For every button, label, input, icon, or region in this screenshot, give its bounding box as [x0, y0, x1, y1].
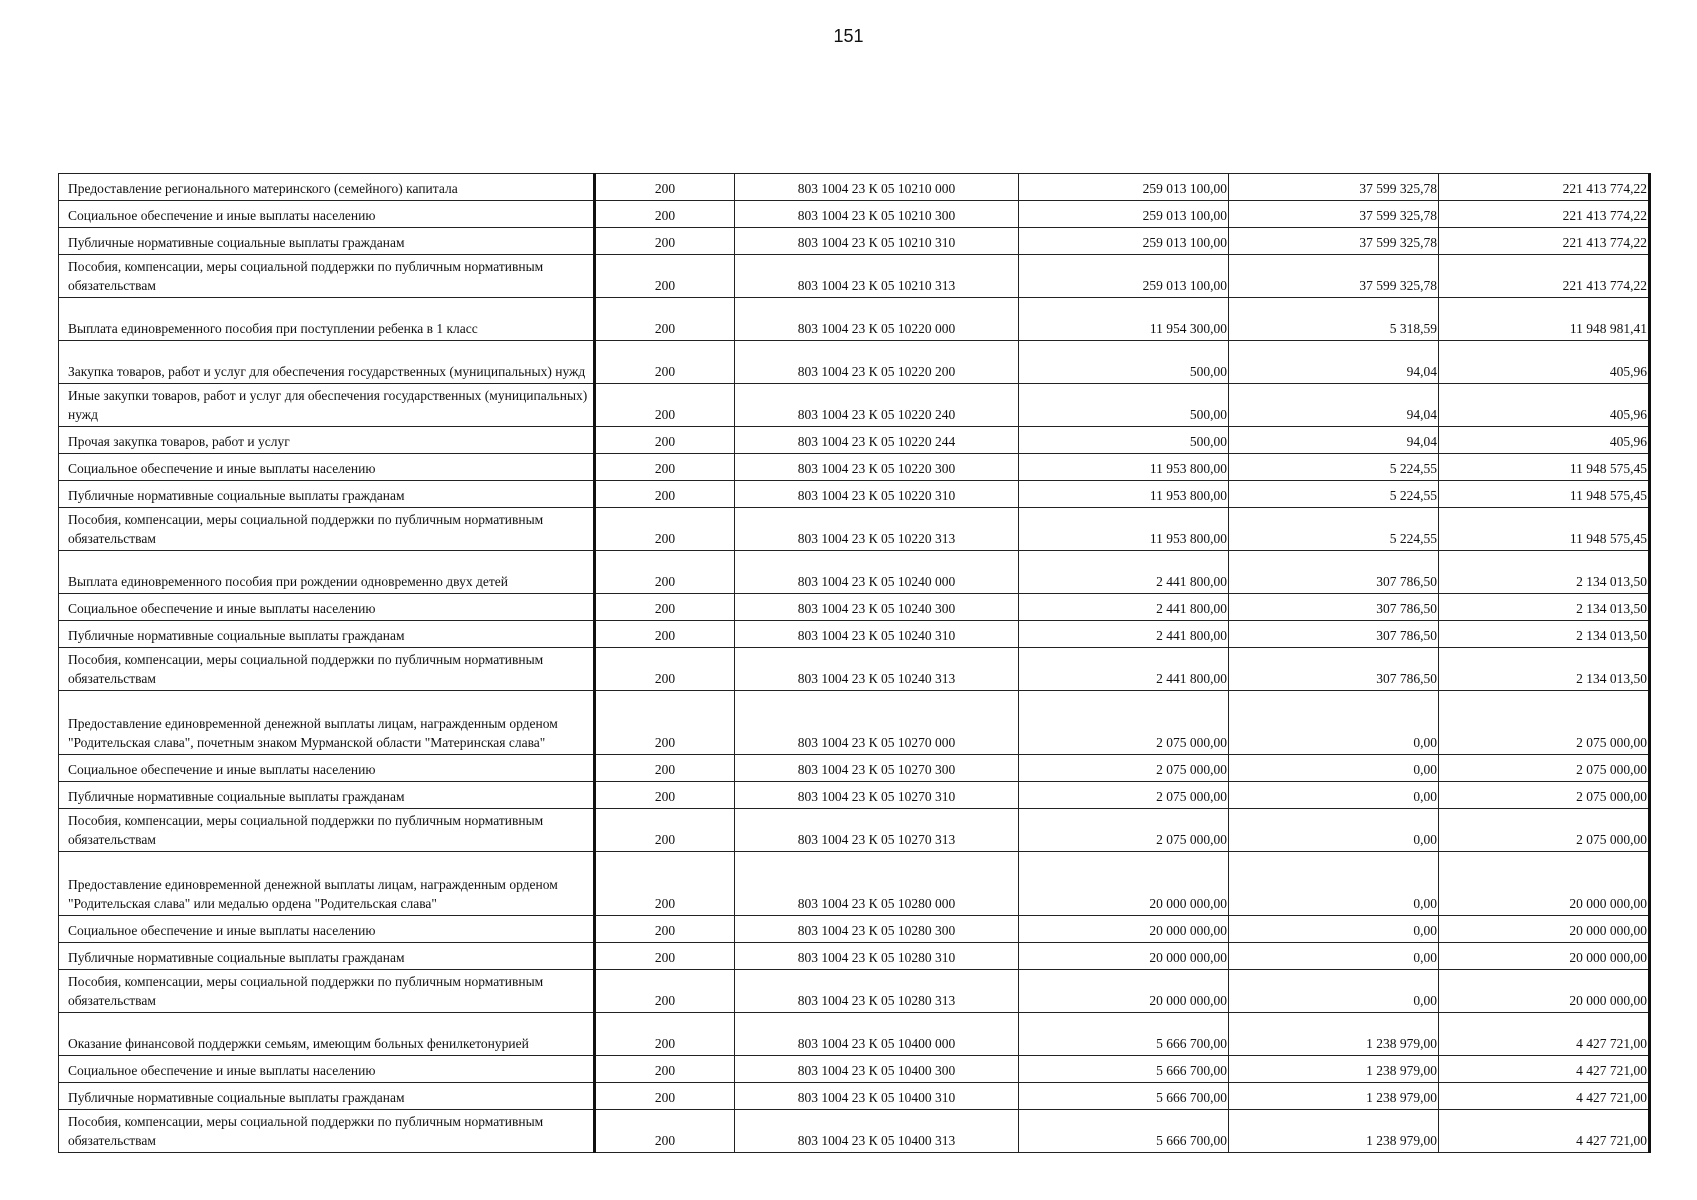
unexecuted-amount: 4 427 721,00	[1439, 1013, 1650, 1056]
table-body	[59, 174, 1650, 1153]
row-name-cell	[59, 508, 595, 551]
executed-amount: 0,00	[1229, 691, 1439, 755]
approved-amount: 20 000 000,00	[1019, 916, 1229, 943]
row-name: Публичные нормативные социальные выплаты гражданам	[68, 789, 405, 804]
budget-classification-code: 803 1004 23 К 05 10220 000	[735, 298, 1019, 341]
executed-amount: 37 599 325,78	[1229, 255, 1439, 298]
approved-amount: 2 075 000,00	[1019, 782, 1229, 809]
unexecuted-amount: 2 075 000,00	[1439, 809, 1650, 852]
table-row	[59, 481, 1650, 508]
budget-classification-code: 803 1004 23 К 05 10210 000	[735, 174, 1019, 201]
row-name: Публичные нормативные социальные выплаты гражданам	[68, 1090, 405, 1105]
row-name-cell	[59, 255, 595, 298]
executed-amount: 1 238 979,00	[1229, 1110, 1439, 1153]
executed-amount: 0,00	[1229, 916, 1439, 943]
table-row	[59, 594, 1650, 621]
row-name-cell	[59, 943, 595, 970]
table-row	[59, 174, 1650, 201]
line-code: 200	[595, 852, 735, 916]
budget-classification-code: 803 1004 23 К 05 10220 313	[735, 508, 1019, 551]
unexecuted-amount: 11 948 981,41	[1439, 298, 1650, 341]
row-name: Социальное обеспечение и иные выплаты населению	[68, 923, 376, 938]
row-name: Социальное обеспечение и иные выплаты населению	[68, 762, 376, 777]
approved-amount: 2 441 800,00	[1019, 621, 1229, 648]
approved-amount: 259 013 100,00	[1019, 228, 1229, 255]
row-name: Оказание финансовой поддержки семьям, имеющим больных фенилкетонурией	[68, 1036, 529, 1051]
approved-amount: 259 013 100,00	[1019, 255, 1229, 298]
budget-classification-code: 803 1004 23 К 05 10270 000	[735, 691, 1019, 755]
row-name: Публичные нормативные социальные выплаты гражданам	[68, 488, 405, 503]
approved-amount: 5 666 700,00	[1019, 1013, 1229, 1056]
executed-amount: 5 224,55	[1229, 481, 1439, 508]
approved-amount: 500,00	[1019, 384, 1229, 427]
row-name: Прочая закупка товаров, работ и услуг	[68, 434, 290, 449]
budget-classification-code: 803 1004 23 К 05 10240 310	[735, 621, 1019, 648]
executed-amount: 307 786,50	[1229, 594, 1439, 621]
unexecuted-amount: 221 413 774,22	[1439, 255, 1650, 298]
row-name: Социальное обеспечение и иные выплаты населению	[68, 601, 376, 616]
table-row	[59, 298, 1650, 341]
row-name-cell	[59, 648, 595, 691]
table-row	[59, 228, 1650, 255]
unexecuted-amount: 221 413 774,22	[1439, 201, 1650, 228]
approved-amount: 2 075 000,00	[1019, 691, 1229, 755]
row-name-cell	[59, 970, 595, 1013]
line-code: 200	[595, 809, 735, 852]
executed-amount: 5 224,55	[1229, 508, 1439, 551]
table-row	[59, 1056, 1650, 1083]
line-code: 200	[595, 174, 735, 201]
row-name: Пособия, компенсации, меры социальной поддержки по публичным нормативным обязательствам	[68, 1114, 544, 1148]
page-number: 151	[833, 26, 864, 46]
row-name-cell	[59, 594, 595, 621]
unexecuted-amount: 405,96	[1439, 427, 1650, 454]
executed-amount: 307 786,50	[1229, 621, 1439, 648]
table-row	[59, 648, 1650, 691]
row-name-cell	[59, 1056, 595, 1083]
unexecuted-amount: 2 075 000,00	[1439, 691, 1650, 755]
row-name-cell	[59, 782, 595, 809]
unexecuted-amount: 2 134 013,50	[1439, 648, 1650, 691]
row-name-cell	[59, 621, 595, 648]
executed-amount: 94,04	[1229, 341, 1439, 384]
unexecuted-amount: 11 948 575,45	[1439, 508, 1650, 551]
executed-amount: 0,00	[1229, 852, 1439, 916]
unexecuted-amount: 2 075 000,00	[1439, 782, 1650, 809]
executed-amount: 5 318,59	[1229, 298, 1439, 341]
budget-classification-code: 803 1004 23 К 05 10270 313	[735, 809, 1019, 852]
executed-amount: 94,04	[1229, 384, 1439, 427]
unexecuted-amount: 2 075 000,00	[1439, 755, 1650, 782]
approved-amount: 2 441 800,00	[1019, 551, 1229, 594]
approved-amount: 259 013 100,00	[1019, 174, 1229, 201]
budget-classification-code: 803 1004 23 К 05 10400 300	[735, 1056, 1019, 1083]
line-code: 200	[595, 341, 735, 384]
line-code: 200	[595, 648, 735, 691]
unexecuted-amount: 405,96	[1439, 341, 1650, 384]
approved-amount: 2 075 000,00	[1019, 809, 1229, 852]
row-name: Социальное обеспечение и иные выплаты населению	[68, 1063, 376, 1078]
budget-classification-code: 803 1004 23 К 05 10210 313	[735, 255, 1019, 298]
executed-amount: 1 238 979,00	[1229, 1056, 1439, 1083]
line-code: 200	[595, 1013, 735, 1056]
line-code: 200	[595, 594, 735, 621]
table-row	[59, 691, 1650, 755]
executed-amount: 0,00	[1229, 755, 1439, 782]
row-name: Предоставление регионального материнского (семейного) капитала	[68, 181, 458, 196]
budget-classification-code: 803 1004 23 К 05 10220 300	[735, 454, 1019, 481]
approved-amount: 11 954 300,00	[1019, 298, 1229, 341]
row-name-cell	[59, 228, 595, 255]
budget-classification-code: 803 1004 23 К 05 10220 240	[735, 384, 1019, 427]
budget-classification-code: 803 1004 23 К 05 10240 000	[735, 551, 1019, 594]
budget-classification-code: 803 1004 23 К 05 10280 313	[735, 970, 1019, 1013]
budget-execution-table	[58, 173, 1651, 1153]
unexecuted-amount: 11 948 575,45	[1439, 454, 1650, 481]
table-row	[59, 384, 1650, 427]
table-row	[59, 508, 1650, 551]
table-row	[59, 809, 1650, 852]
row-name: Пособия, компенсации, меры социальной поддержки по публичным нормативным обязательствам	[68, 259, 544, 293]
line-code: 200	[595, 201, 735, 228]
row-name-cell	[59, 691, 595, 755]
approved-amount: 11 953 800,00	[1019, 508, 1229, 551]
budget-classification-code: 803 1004 23 К 05 10220 200	[735, 341, 1019, 384]
executed-amount: 307 786,50	[1229, 648, 1439, 691]
line-code: 200	[595, 691, 735, 755]
executed-amount: 37 599 325,78	[1229, 201, 1439, 228]
budget-classification-code: 803 1004 23 К 05 10280 000	[735, 852, 1019, 916]
table-row	[59, 782, 1650, 809]
budget-classification-code: 803 1004 23 К 05 10240 313	[735, 648, 1019, 691]
approved-amount: 2 441 800,00	[1019, 648, 1229, 691]
row-name-cell	[59, 755, 595, 782]
row-name-cell	[59, 454, 595, 481]
row-name: Пособия, компенсации, меры социальной поддержки по публичным нормативным обязательствам	[68, 813, 544, 847]
row-name: Пособия, компенсации, меры социальной поддержки по публичным нормативным обязательствам	[68, 652, 544, 686]
unexecuted-amount: 2 134 013,50	[1439, 594, 1650, 621]
line-code: 200	[595, 916, 735, 943]
table-row	[59, 621, 1650, 648]
budget-classification-code: 803 1004 23 К 05 10220 310	[735, 481, 1019, 508]
unexecuted-amount: 221 413 774,22	[1439, 174, 1650, 201]
table-row	[59, 755, 1650, 782]
unexecuted-amount: 4 427 721,00	[1439, 1083, 1650, 1110]
approved-amount: 2 075 000,00	[1019, 755, 1229, 782]
unexecuted-amount: 4 427 721,00	[1439, 1056, 1650, 1083]
line-code: 200	[595, 454, 735, 481]
executed-amount: 94,04	[1229, 427, 1439, 454]
row-name-cell	[59, 551, 595, 594]
line-code: 200	[595, 782, 735, 809]
line-code: 200	[595, 621, 735, 648]
executed-amount: 307 786,50	[1229, 551, 1439, 594]
row-name-cell	[59, 1083, 595, 1110]
row-name-cell	[59, 481, 595, 508]
budget-classification-code: 803 1004 23 К 05 10400 310	[735, 1083, 1019, 1110]
approved-amount: 500,00	[1019, 427, 1229, 454]
budget-classification-code: 803 1004 23 К 05 10210 300	[735, 201, 1019, 228]
executed-amount: 37 599 325,78	[1229, 174, 1439, 201]
unexecuted-amount: 20 000 000,00	[1439, 852, 1650, 916]
unexecuted-amount: 20 000 000,00	[1439, 943, 1650, 970]
row-name: Социальное обеспечение и иные выплаты населению	[68, 208, 376, 223]
row-name: Предоставление единовременной денежной выплаты лицам, награжденным орденом "Родительская слава" или медалью ордена "Родительская слава"	[68, 877, 558, 911]
executed-amount: 5 224,55	[1229, 454, 1439, 481]
executed-amount: 0,00	[1229, 782, 1439, 809]
row-name-cell	[59, 916, 595, 943]
approved-amount: 500,00	[1019, 341, 1229, 384]
approved-amount: 11 953 800,00	[1019, 454, 1229, 481]
approved-amount: 259 013 100,00	[1019, 201, 1229, 228]
executed-amount: 1 238 979,00	[1229, 1083, 1439, 1110]
line-code: 200	[595, 755, 735, 782]
line-code: 200	[595, 1110, 735, 1153]
table-row	[59, 201, 1650, 228]
row-name-cell	[59, 1110, 595, 1153]
approved-amount: 20 000 000,00	[1019, 852, 1229, 916]
table-row	[59, 916, 1650, 943]
executed-amount: 1 238 979,00	[1229, 1013, 1439, 1056]
line-code: 200	[595, 970, 735, 1013]
budget-classification-code: 803 1004 23 К 05 10210 310	[735, 228, 1019, 255]
approved-amount: 5 666 700,00	[1019, 1056, 1229, 1083]
row-name: Социальное обеспечение и иные выплаты населению	[68, 461, 376, 476]
line-code: 200	[595, 1056, 735, 1083]
unexecuted-amount: 20 000 000,00	[1439, 970, 1650, 1013]
table-row	[59, 1083, 1650, 1110]
budget-classification-code: 803 1004 23 К 05 10220 244	[735, 427, 1019, 454]
line-code: 200	[595, 551, 735, 594]
approved-amount: 11 953 800,00	[1019, 481, 1229, 508]
budget-classification-code: 803 1004 23 К 05 10400 000	[735, 1013, 1019, 1056]
row-name-cell	[59, 201, 595, 228]
row-name-cell	[59, 809, 595, 852]
line-code: 200	[595, 427, 735, 454]
budget-classification-code: 803 1004 23 К 05 10400 313	[735, 1110, 1019, 1153]
row-name-cell	[59, 852, 595, 916]
unexecuted-amount: 405,96	[1439, 384, 1650, 427]
line-code: 200	[595, 1083, 735, 1110]
unexecuted-amount: 221 413 774,22	[1439, 228, 1650, 255]
row-name: Публичные нормативные социальные выплаты гражданам	[68, 950, 405, 965]
executed-amount: 0,00	[1229, 809, 1439, 852]
unexecuted-amount: 2 134 013,50	[1439, 621, 1650, 648]
row-name: Выплата единовременного пособия при рождении одновременно двух детей	[68, 574, 508, 589]
line-code: 200	[595, 481, 735, 508]
table-row	[59, 943, 1650, 970]
row-name: Предоставление единовременной денежной выплаты лицам, награжденным орденом "Родительская слава", почетным знаком Мурманской области "Материнская слава"	[68, 716, 558, 750]
unexecuted-amount: 4 427 721,00	[1439, 1110, 1650, 1153]
table-row	[59, 1013, 1650, 1056]
table-row	[59, 551, 1650, 594]
row-name-cell	[59, 174, 595, 201]
budget-classification-code: 803 1004 23 К 05 10240 300	[735, 594, 1019, 621]
row-name: Закупка товаров, работ и услуг для обеспечения государственных (муниципальных) нужд	[68, 364, 586, 379]
unexecuted-amount: 20 000 000,00	[1439, 916, 1650, 943]
line-code: 200	[595, 384, 735, 427]
unexecuted-amount: 11 948 575,45	[1439, 481, 1650, 508]
table-row	[59, 454, 1650, 481]
budget-classification-code: 803 1004 23 К 05 10270 310	[735, 782, 1019, 809]
row-name: Публичные нормативные социальные выплаты гражданам	[68, 235, 405, 250]
budget-classification-code: 803 1004 23 К 05 10270 300	[735, 755, 1019, 782]
line-code: 200	[595, 298, 735, 341]
approved-amount: 5 666 700,00	[1019, 1110, 1229, 1153]
line-code: 200	[595, 943, 735, 970]
executed-amount: 0,00	[1229, 970, 1439, 1013]
row-name-cell	[59, 384, 595, 427]
row-name-cell	[59, 427, 595, 454]
budget-classification-code: 803 1004 23 К 05 10280 300	[735, 916, 1019, 943]
row-name: Выплата единовременного пособия при поступлении ребенка в 1 класс	[68, 321, 478, 336]
row-name-cell	[59, 298, 595, 341]
table-row	[59, 255, 1650, 298]
table-row	[59, 341, 1650, 384]
budget-classification-code: 803 1004 23 К 05 10280 310	[735, 943, 1019, 970]
line-code: 200	[595, 228, 735, 255]
unexecuted-amount: 2 134 013,50	[1439, 551, 1650, 594]
row-name-cell	[59, 1013, 595, 1056]
table-row	[59, 427, 1650, 454]
table-row	[59, 970, 1650, 1013]
executed-amount: 0,00	[1229, 943, 1439, 970]
row-name: Публичные нормативные социальные выплаты гражданам	[68, 628, 405, 643]
line-code: 200	[595, 255, 735, 298]
approved-amount: 20 000 000,00	[1019, 943, 1229, 970]
approved-amount: 2 441 800,00	[1019, 594, 1229, 621]
table-row	[59, 852, 1650, 916]
line-code: 200	[595, 508, 735, 551]
row-name: Пособия, компенсации, меры социальной поддержки по публичным нормативным обязательствам	[68, 974, 544, 1008]
approved-amount: 5 666 700,00	[1019, 1083, 1229, 1110]
row-name: Пособия, компенсации, меры социальной поддержки по публичным нормативным обязательствам	[68, 512, 544, 546]
table-row	[59, 1110, 1650, 1153]
row-name: Иные закупки товаров, работ и услуг для обеспечения государственных (муниципальных) нужд	[68, 388, 588, 422]
approved-amount: 20 000 000,00	[1019, 970, 1229, 1013]
executed-amount: 37 599 325,78	[1229, 228, 1439, 255]
row-name-cell	[59, 341, 595, 384]
